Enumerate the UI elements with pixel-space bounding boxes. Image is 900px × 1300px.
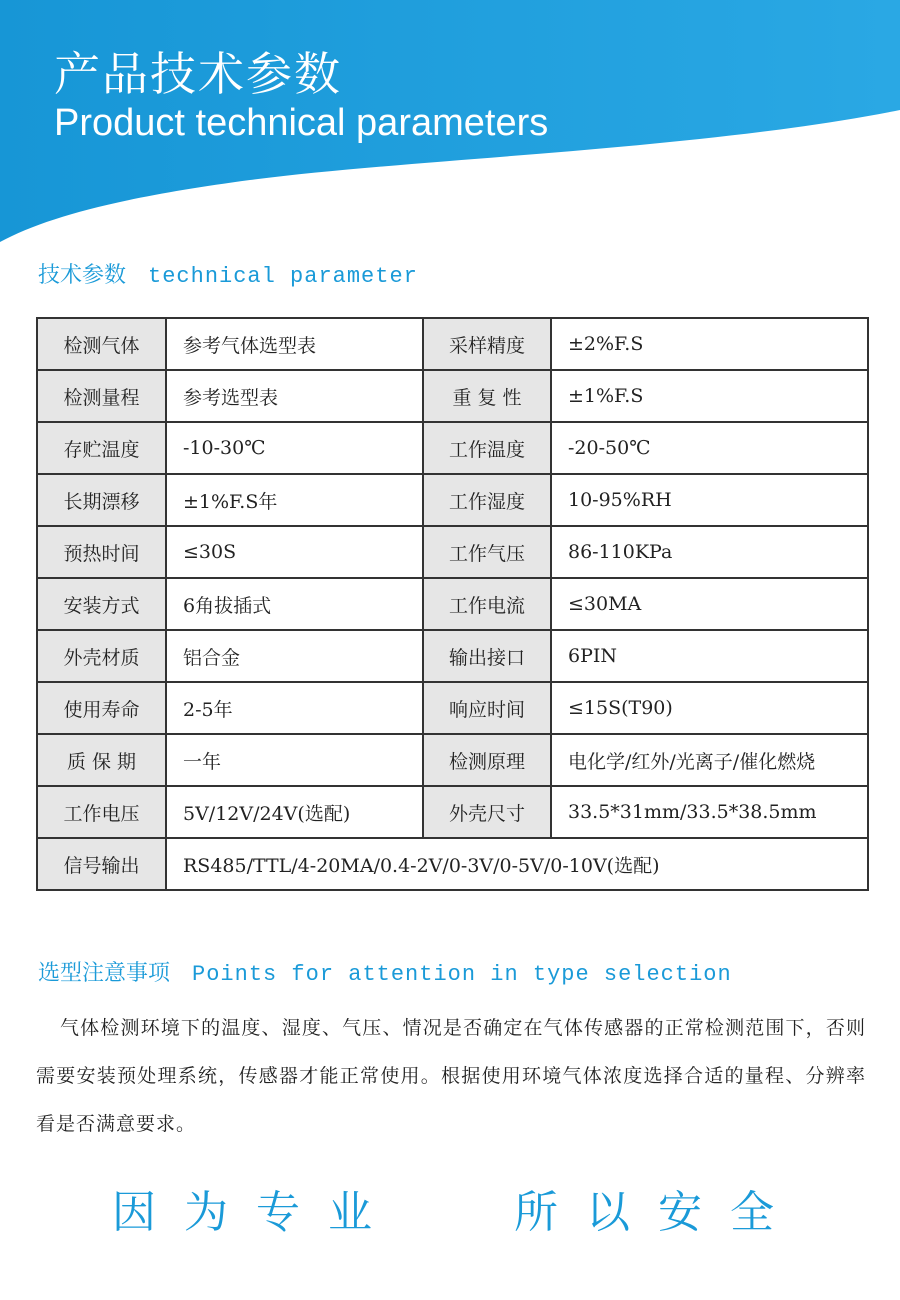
notice-paragraph: 气体检测环境下的温度、湿度、气压、情况是否确定在气体传感器的正常检测范围下，否则需要安装预处理系统，传感器才能正常使用。根据使用环境气体浓度选择合适的量程、分辨率看是否满意要求。 — [36, 1017, 866, 1135]
parameters-table — [36, 317, 869, 891]
param-value: -10-30℃ — [166, 422, 423, 474]
param-label: 质 保 期 — [37, 734, 166, 786]
param-label: 存贮温度 — [37, 422, 166, 474]
param-label: 工作温度 — [423, 422, 551, 474]
param-value: 6PIN — [551, 630, 868, 682]
slogan-left: 因为专业 — [112, 1187, 400, 1238]
param-value: -20-50℃ — [551, 422, 868, 474]
section-title-cn: 选型注意事项 — [38, 961, 171, 986]
param-label: 工作湿度 — [423, 474, 551, 526]
param-value: 86-110KPa — [551, 526, 868, 578]
param-value: 6角拔插式 — [166, 578, 423, 630]
param-value: 一年 — [166, 734, 423, 786]
param-label: 长期漂移 — [37, 474, 166, 526]
param-value: ±1%F.S年 — [166, 474, 423, 526]
table-row — [37, 370, 868, 422]
table-row — [37, 318, 868, 370]
param-value: 铝合金 — [166, 630, 423, 682]
table-row — [37, 630, 868, 682]
header-banner — [0, 0, 900, 250]
param-label: 预热时间 — [37, 526, 166, 578]
param-label: 采样精度 — [423, 318, 551, 370]
table-row — [37, 682, 868, 734]
param-label: 安装方式 — [37, 578, 166, 630]
param-label: 工作电流 — [423, 578, 551, 630]
param-label: 检测原理 — [423, 734, 551, 786]
section-title-en: technical parameter — [148, 264, 418, 289]
param-value: ±1%F.S — [551, 370, 868, 422]
table-row — [37, 786, 868, 838]
param-label: 外壳尺寸 — [423, 786, 551, 838]
param-value: RS485/TTL/4-20MA/0.4-2V/0-3V/0-5V/0-10V(选配) — [166, 838, 868, 890]
table-row — [37, 474, 868, 526]
section-heading-technical-parameter — [38, 258, 418, 289]
table-row — [37, 734, 868, 786]
param-label: 信号输出 — [37, 838, 166, 890]
param-label: 检测量程 — [37, 370, 166, 422]
page-title: 产品技术参数 — [54, 47, 342, 101]
section-title-cn: 技术参数 — [38, 263, 127, 288]
param-value: 参考气体选型表 — [166, 318, 423, 370]
param-value: 5V/12V/24V(选配) — [166, 786, 423, 838]
param-label: 工作气压 — [423, 526, 551, 578]
param-label: 外壳材质 — [37, 630, 166, 682]
param-value: 电化学/红外/光离子/催化燃烧 — [551, 734, 868, 786]
page-subtitle: Product technical parameters — [54, 102, 549, 144]
param-label: 工作电压 — [37, 786, 166, 838]
param-value: ±2%F.S — [551, 318, 868, 370]
table-row — [37, 838, 868, 890]
param-label: 检测气体 — [37, 318, 166, 370]
param-label: 使用寿命 — [37, 682, 166, 734]
param-value: ≤30S — [166, 526, 423, 578]
table-row — [37, 526, 868, 578]
section-heading-attention — [38, 956, 732, 987]
param-value: ≤15S(T90) — [551, 682, 868, 734]
param-value: ≤30MA — [551, 578, 868, 630]
param-value: 2-5年 — [166, 682, 423, 734]
slogan-right: 所以安全 — [514, 1187, 802, 1238]
table-row — [37, 422, 868, 474]
param-label: 输出接口 — [423, 630, 551, 682]
section-title-en: Points for attention in type selection — [192, 962, 732, 987]
param-label: 响应时间 — [423, 682, 551, 734]
param-value: 10-95%RH — [551, 474, 868, 526]
param-value: 参考选型表 — [166, 370, 423, 422]
table-row — [37, 578, 868, 630]
param-label: 重 复 性 — [423, 370, 551, 422]
param-value: 33.5*31mm/33.5*38.5mm — [551, 786, 868, 838]
